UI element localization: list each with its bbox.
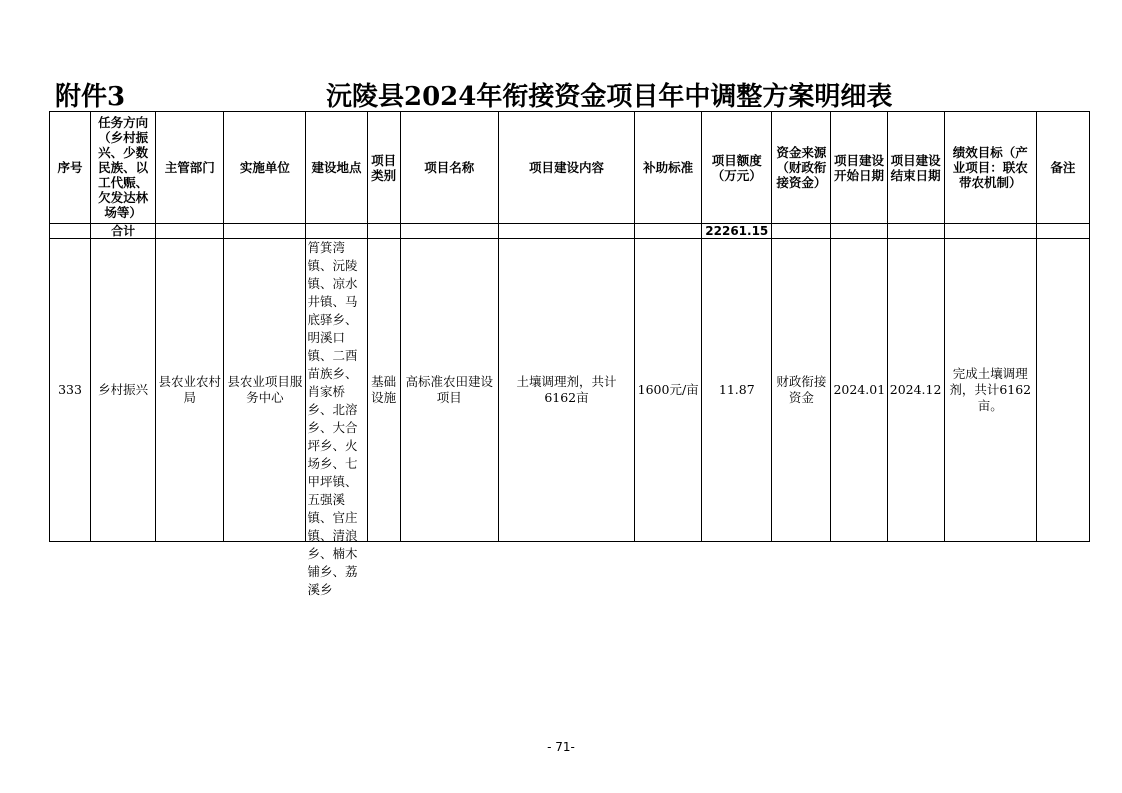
location-text: 筲箕湾镇、沅陵镇、凉水井镇、马底驿乡、明溪口镇、二酉苗族乡、肖家桥乡、北溶乡、大合坪乡、火场乡、七甲坪镇、五强溪镇、官庄镇、清浪乡、楠木铺乡、荔溪乡: [307, 240, 358, 597]
col-header-location: 建设地点: [306, 112, 367, 224]
col-header-amount: 项目额度（万元）: [702, 112, 772, 224]
col-header-subsidy: 补助标准: [635, 112, 702, 224]
cell-start-date: 2024.01: [831, 239, 887, 542]
total-cell-blank: [306, 224, 367, 239]
cell-content: 土壤调理剂，共计6162亩: [498, 239, 634, 542]
col-header-goal: 绩效目标（产业项目：联农带农机制）: [944, 112, 1036, 224]
col-header-end-date: 项目建设结束日期: [887, 112, 944, 224]
cell-amount: 11.87: [702, 239, 772, 542]
total-cell-blank: [772, 224, 831, 239]
cell-dept: 县农业农村局: [156, 239, 224, 542]
total-cell-blank: [887, 224, 944, 239]
total-cell-blank: [1036, 224, 1089, 239]
total-cell-blank: [831, 224, 887, 239]
total-cell-blank: [224, 224, 306, 239]
col-header-unit: 实施单位: [224, 112, 306, 224]
total-cell-blank: [400, 224, 498, 239]
table-header-row: [50, 112, 1090, 224]
cell-seq: 333: [50, 239, 91, 542]
total-cell-blank: [635, 224, 702, 239]
cell-direction: 乡村振兴: [91, 239, 156, 542]
col-header-name: 项目名称: [400, 112, 498, 224]
document-title: 沅陵县2024年衔接资金项目年中调整方案明细表: [326, 82, 893, 112]
page-number: - 71-: [547, 740, 575, 754]
cell-project-name: 高标准农田建设项目: [400, 239, 498, 542]
col-header-seq: 序号: [50, 112, 91, 224]
col-header-start-date: 项目建设开始日期: [831, 112, 887, 224]
total-cell-blank: [50, 224, 91, 239]
col-header-note: 备注: [1036, 112, 1089, 224]
total-cell-blank: [156, 224, 224, 239]
cell-note: [1036, 239, 1089, 542]
col-header-content: 项目建设内容: [498, 112, 634, 224]
total-row: [50, 224, 1090, 239]
cell-fund-source: 财政衔接资金: [772, 239, 831, 542]
cell-category: 基础设施: [367, 239, 400, 542]
cell-end-date: 2024.12: [887, 239, 944, 542]
table-row: [50, 239, 1090, 542]
total-cell-blank: [944, 224, 1036, 239]
total-label: 合计: [91, 224, 156, 239]
cell-unit: 县农业项目服务中心: [224, 239, 306, 542]
cell-goal: 完成土壤调理剂，共计6162亩。: [944, 239, 1036, 542]
col-header-fund-source: 资金来源（财政衔接资金）: [772, 112, 831, 224]
total-amount: 22261.15: [702, 224, 772, 239]
col-header-dept: 主管部门: [156, 112, 224, 224]
attachment-label: 附件3: [55, 82, 126, 112]
project-detail-table: [49, 111, 1090, 597]
cell-subsidy: 1600元/亩: [635, 239, 702, 542]
total-cell-blank: [367, 224, 400, 239]
col-header-category: 项目类别: [367, 112, 400, 224]
total-cell-blank: [498, 224, 634, 239]
cell-location: [306, 239, 367, 597]
col-header-direction: 任务方向（乡村振兴、少数民族、以工代赈、欠发达林场等）: [91, 112, 156, 224]
